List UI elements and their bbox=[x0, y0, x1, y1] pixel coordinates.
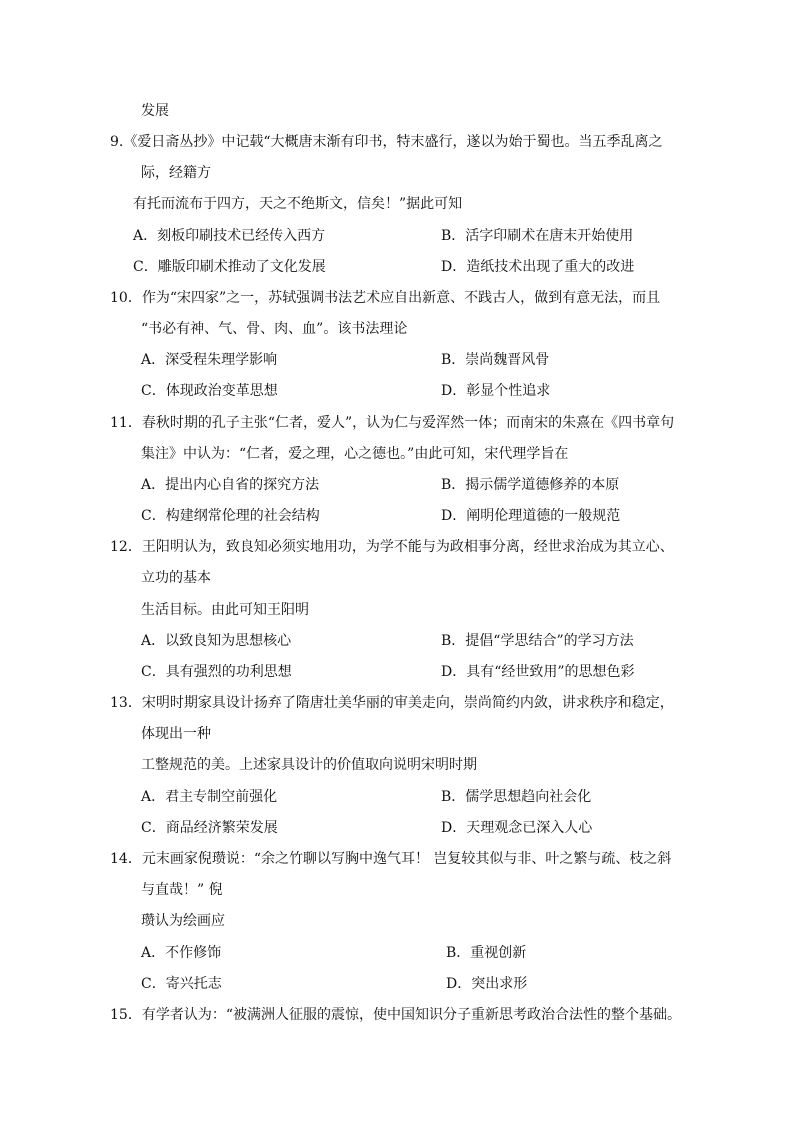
option-d: D．造纸技术出现了重大的改进 bbox=[441, 259, 635, 275]
option-c: C．商品经济繁荣发展 bbox=[141, 820, 278, 836]
text-line: 生活目标。由此可知王阳明 bbox=[141, 602, 309, 618]
option-d: D．天理观念已深入人心 bbox=[441, 820, 593, 836]
option-b: B．活字印刷术在唐末开始使用 bbox=[441, 228, 634, 244]
option-b: B．崇尚魏晋风骨 bbox=[441, 352, 550, 368]
option-d: D．彰显个性追求 bbox=[441, 383, 551, 399]
question-10-stem: 10．作为“宋四家”之一，苏轼强调书法艺术应自出新意、不践古人，做到有意无法，而且 bbox=[110, 290, 661, 306]
option-d: D．突出求形 bbox=[446, 976, 528, 992]
question-14-stem: 14．元末画家倪瓒说：“余之竹聊以写胸中逸气耳！ 岂复较其似与非、叶之繁与疏、枝之斜 bbox=[110, 851, 672, 867]
question-9-stem: 9.《爱日斋丛抄》中记载“大概唐末渐有印书，特末盛行，遂以为始于蜀也。当五季乱离之 bbox=[110, 134, 663, 150]
option-c: C．雕版印刷术推动了文化发展 bbox=[133, 259, 326, 275]
question-15-stem: 15．有学者认为：“被满洲人征服的震惊，使中国知识分子重新思考政治合法性的整个基础。 bbox=[110, 1007, 681, 1023]
text-line: 工整规范的美。上述家具设计的价值取向说明宋明时期 bbox=[141, 757, 477, 773]
option-b: B．提倡“学思结合”的学习方法 bbox=[441, 633, 634, 649]
question-11-stem: 11．春秋时期的孔子主张“仁者，爱人”，认为仁与爱浑然一体；而南宋的朱熹在《四书章句 bbox=[110, 415, 675, 431]
text-line: 集注》中认为：“仁者，爱之理，心之德也。”由此可知，宋代理学旨在 bbox=[141, 446, 569, 462]
option-b: B．重视创新 bbox=[446, 945, 527, 961]
text-line: 体现出一种 bbox=[141, 726, 211, 742]
text-line: “书必有神、气、骨、肉、血”。该书法理论 bbox=[141, 321, 408, 337]
option-a: A．刻板印刷技术已经传入西方 bbox=[133, 228, 326, 244]
text-line: 立功的基本 bbox=[141, 570, 211, 586]
option-c: C．构建纲常伦理的社会结构 bbox=[141, 508, 320, 524]
option-c: C．具有强烈的功利思想 bbox=[141, 664, 292, 680]
option-d: D．阐明伦理道德的一般规范 bbox=[441, 508, 621, 524]
option-b: B．儒学思想趋向社会化 bbox=[441, 789, 592, 805]
option-d: D．具有“经世致用”的思想色彩 bbox=[441, 664, 635, 680]
option-a: A．以致良知为思想核心 bbox=[141, 633, 292, 649]
text-line: 瓒认为绘画应 bbox=[141, 913, 225, 929]
text-line: 发展 bbox=[141, 103, 169, 119]
text-line: 与直哉！” 倪 bbox=[141, 882, 223, 898]
question-13-stem: 13．宋明时期家具设计扬弃了隋唐壮美华丽的审美走向，崇尚简约内敛，讲求秩序和稳定， bbox=[110, 695, 674, 711]
question-12-stem: 12．王阳明认为，致良知必须实地用功，为学不能与为政相事分离，经世求治成为其立心、 bbox=[110, 539, 674, 555]
option-a: A．君主专制空前强化 bbox=[141, 789, 278, 805]
option-a: A．提出内心自省的探究方法 bbox=[141, 477, 320, 493]
option-c: C．寄兴托志 bbox=[141, 976, 222, 992]
option-a: A．深受程朱理学影响 bbox=[141, 352, 278, 368]
text-line: 际，经籍方 bbox=[141, 165, 211, 181]
option-c: C．体现政治变革思想 bbox=[141, 383, 278, 399]
text-line: 有托而流布于四方，天之不绝斯文，信矣！”据此可知 bbox=[133, 196, 463, 212]
option-a: A．不作修饰 bbox=[141, 945, 222, 961]
option-b: B．揭示儒学道德修养的本原 bbox=[441, 477, 620, 493]
